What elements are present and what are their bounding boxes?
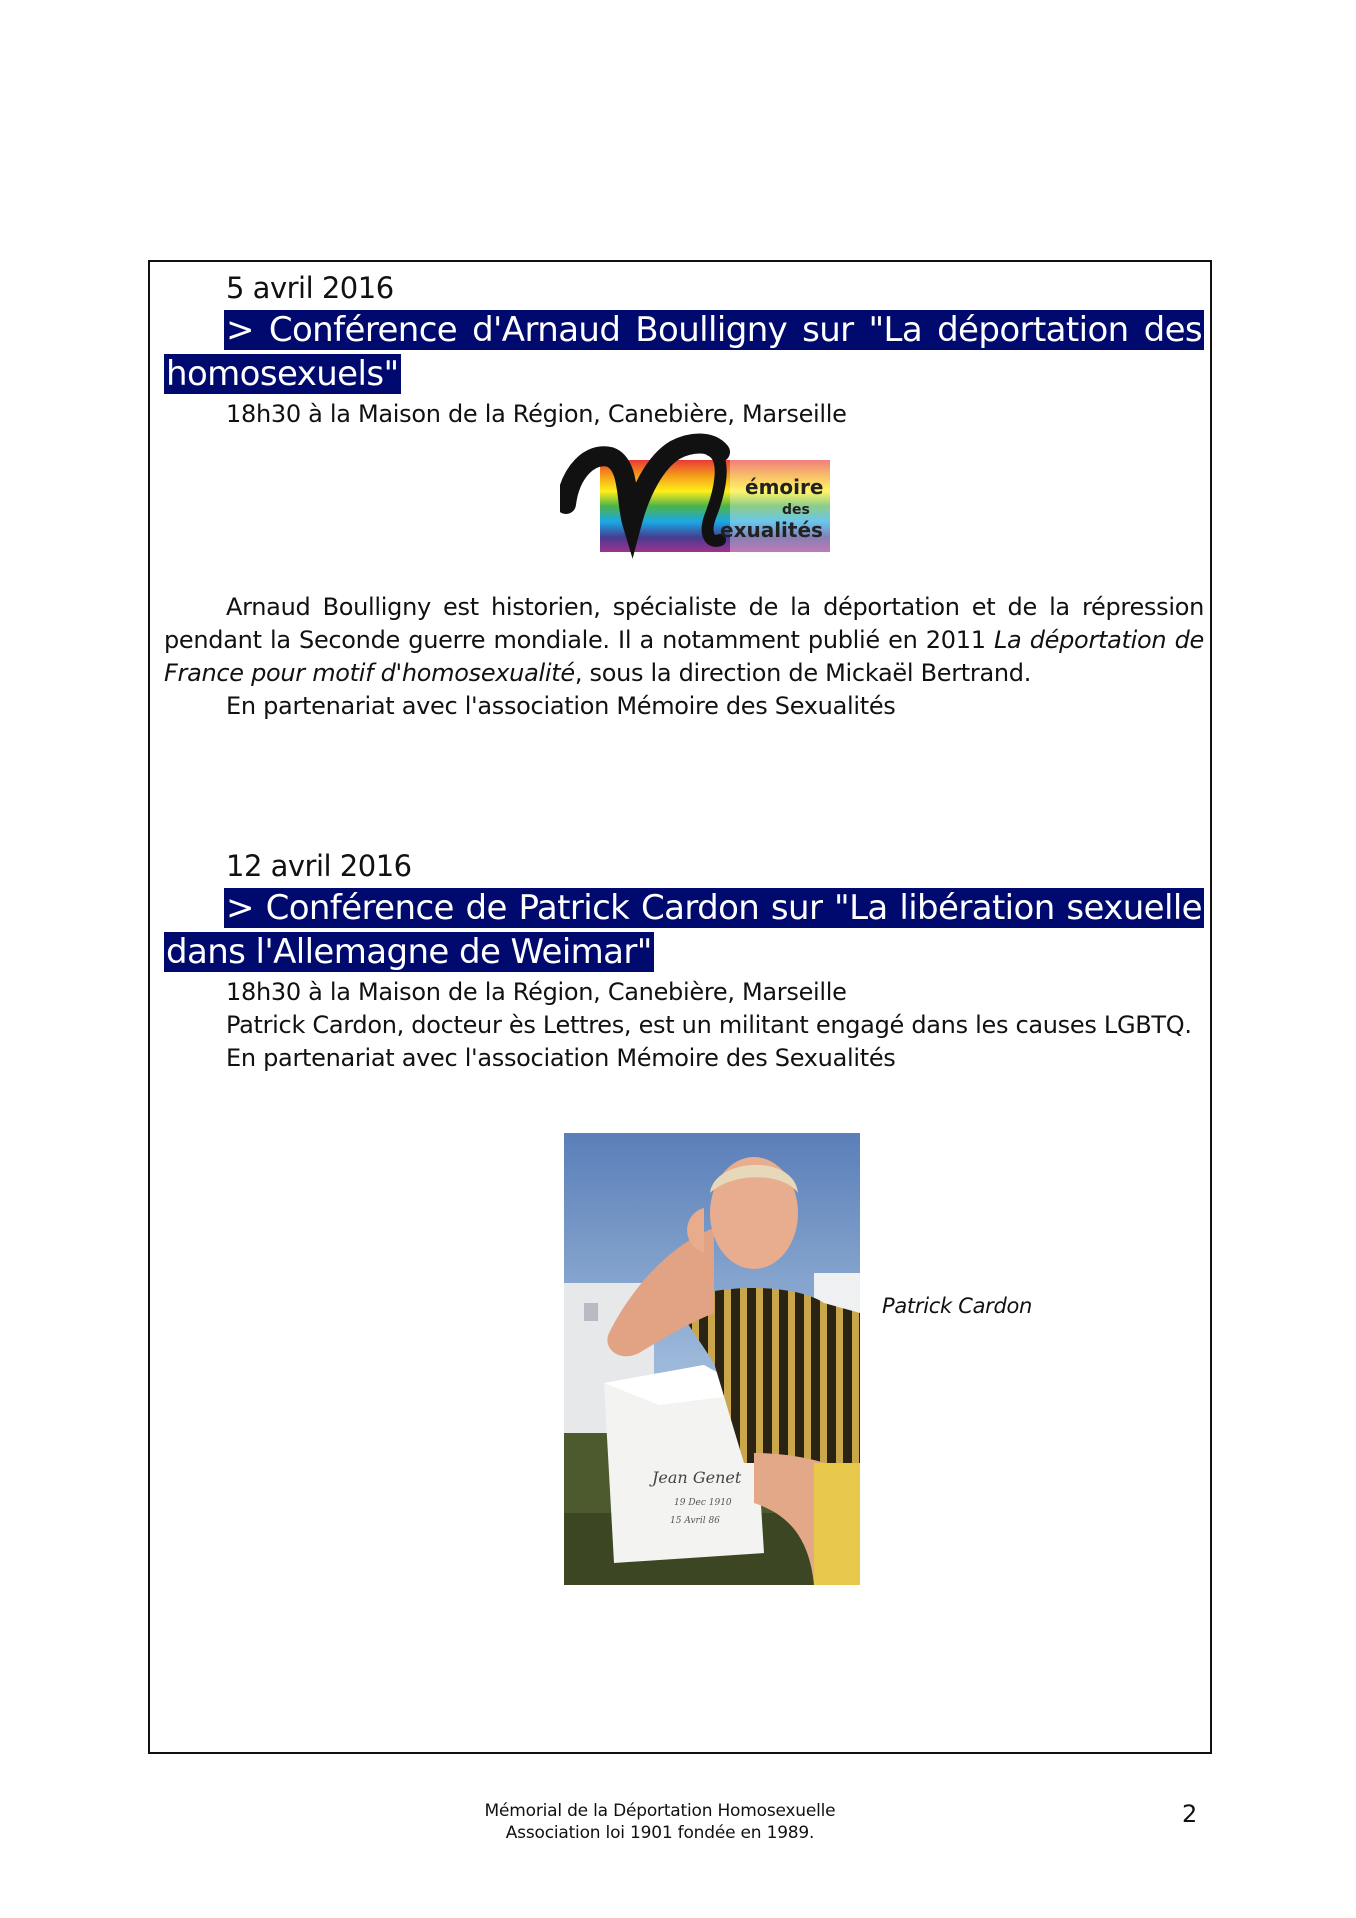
event-1-partnership: En partenariat avec l'association Mémoire des Sexualités <box>226 692 896 720</box>
logo-text-line2: des <box>782 502 810 518</box>
event-1-venue: 18h30 à la Maison de la Région, Canebière, Marseille <box>226 400 847 428</box>
event-1-title-text: > Conférence d'Arnaud Boulligny sur "La déportation des homosexuels" <box>166 310 1202 394</box>
event-2-description: Patrick Cardon, docteur ès Lettres, est un militant engagé dans les causes LGBTQ. <box>226 1011 1192 1039</box>
event-1-title <box>164 308 1204 396</box>
event-1-date: 5 avril 2016 <box>226 271 394 305</box>
footer-line-1: Mémorial de la Déportation Homosexuelle <box>484 1801 836 1821</box>
page-number: 2 <box>1182 1800 1198 1828</box>
event-2-title-text: > Conférence de Patrick Cardon sur "La libération sexuelle dans l'Allemagne de Weimar" <box>166 888 1202 972</box>
memoire-des-sexualites-logo <box>560 422 830 567</box>
patrick-cardon-photo <box>564 1133 860 1585</box>
tomb-inscription-death: 15 Avril 86 <box>670 1516 720 1526</box>
footer-line-2: Association loi 1901 fondée en 1989. <box>505 1823 815 1843</box>
logo-text-line1: émoire <box>745 475 824 499</box>
page-footer <box>400 1800 920 1844</box>
event-1-book-title: La déportation de France pour motif d'homosexualité <box>164 626 1204 687</box>
event-2 <box>164 846 1204 1075</box>
event-2-title <box>164 886 1204 974</box>
event-2-partnership: En partenariat avec l'association Mémoire des Sexualités <box>226 1044 896 1072</box>
photo-caption: Patrick Cardon <box>882 1294 1033 1318</box>
event-1-description: Arnaud Boulligny est historien, spécialiste de la déportation et de la répression pendant la Seconde guerre mondiale. Il a notamment publié en 2011 La déportation de France pour motif d'homosexualité, sous la direction de Mickaël Bertrand. <box>164 593 1204 687</box>
event-2-venue: 18h30 à la Maison de la Région, Canebière, Marseille <box>226 978 847 1006</box>
tomb-inscription-name: Jean Genet <box>652 1468 742 1487</box>
tomb-inscription-birth: 19 Dec 1910 <box>674 1498 732 1508</box>
event-2-date: 12 avril 2016 <box>226 849 412 883</box>
logo-text-line3: exualités <box>720 518 823 542</box>
